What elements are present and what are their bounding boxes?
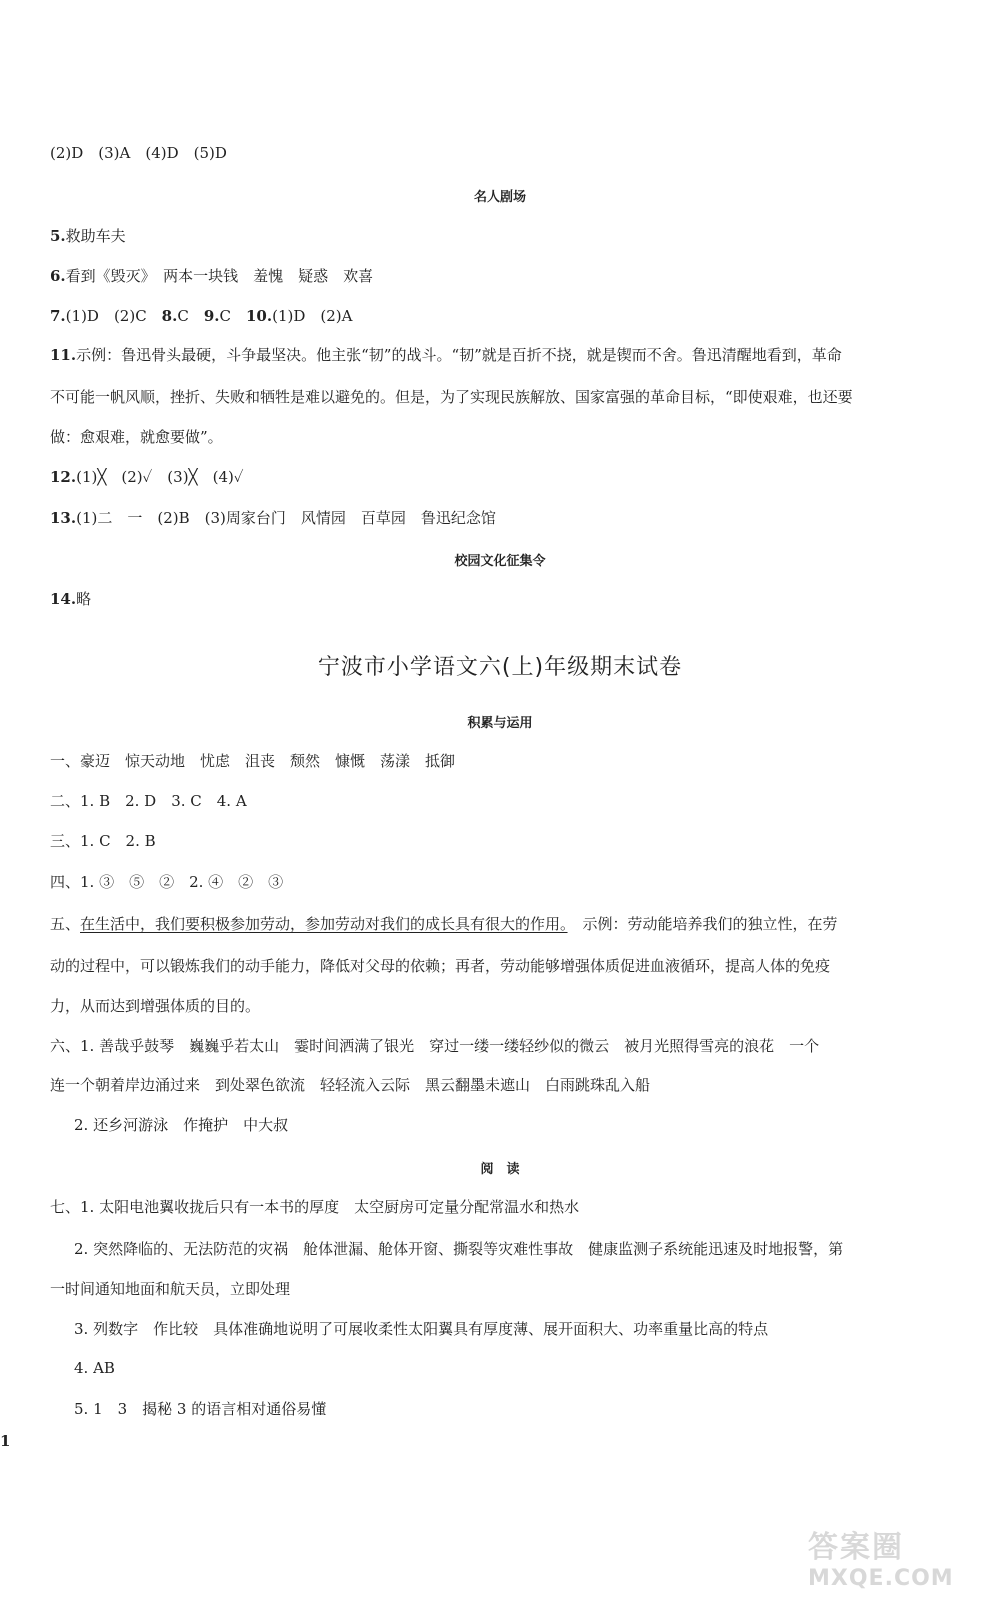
answer-line-11c: 做：愈艰难，就愈要做”。 xyxy=(50,428,223,446)
section-heading-reading: 阅 读 xyxy=(480,1162,520,1177)
answer-text: 示例：鲁迅骨头最硬，斗争最坚决。他主张“韧”的战斗。“韧”就是百折不挠，就是锲而不舍。鲁迅清醒地看到，革命 xyxy=(76,346,842,364)
watermark-url: MXQE.COM xyxy=(808,1566,954,1591)
answer-text: (1)D (2)C xyxy=(65,307,162,325)
exam-answer-7b: 2. 突然降临的、无法防范的灾祸 舱体泄漏、舱体开窗、撕裂等灾难性事故 健康监测子系统能迅速及时地报警，第 xyxy=(74,1240,844,1258)
watermark-logo-text: 答案圈 xyxy=(808,1530,904,1565)
answer-line-5 xyxy=(50,226,960,246)
question-number: 5. xyxy=(50,227,66,245)
section-heading-campus-culture: 校园文化征集令 xyxy=(454,554,546,569)
question-number: 14. xyxy=(50,590,77,608)
exam-answer-2: 二、1. B 2. D 3. C 4. A xyxy=(50,792,247,810)
exam-answer-7c: 一时间通知地面和航天员，立即处理 xyxy=(50,1280,291,1298)
answer-line-1: (2)D (3)A (4)D (5)D xyxy=(50,144,227,162)
exam-answer-1: 一、豪迈 惊天动地 忧虑 沮丧 颓然 慷慨 荡漾 抵御 xyxy=(50,752,456,770)
answer-text: C xyxy=(177,307,204,325)
answer-line-14 xyxy=(50,589,960,609)
exam-answer-7e: 4. AB xyxy=(74,1359,115,1377)
answer-text: 示例：劳动能培养我们的独立性，在劳 xyxy=(567,915,838,933)
section-heading-famous-theater: 名人剧场 xyxy=(473,190,526,205)
answer-line-6 xyxy=(50,266,960,286)
answer-line-11b: 不可能一帆风顺，挫折、失败和牺牲是难以避免的。但是，为了实现民族解放、国家富强的革命目标，“即使艰难，也还要 xyxy=(50,388,853,406)
exam-answer-5a xyxy=(50,914,960,934)
answer-text: 看到《毁灭》 两本一块钱 羞愧 疑惑 欢喜 xyxy=(65,267,374,285)
answer-text: (1)╳ (2)✓ (3)╳ (4)✓ xyxy=(76,468,244,486)
question-number: 6. xyxy=(50,267,66,285)
answer-line-7-10 xyxy=(50,306,960,326)
answer-line-11a xyxy=(50,345,960,365)
question-number: 8. xyxy=(161,307,178,325)
exam-answer-6c: 2. 还乡河游泳 作掩护 中大叔 xyxy=(74,1116,289,1134)
section-heading-accumulation: 积累与运用 xyxy=(467,716,533,731)
exam-answer-5c: 力，从而达到增强体质的目的。 xyxy=(50,997,261,1015)
exam-answer-7f: 5. 1 3 揭秘 3 的语言相对通俗易懂 xyxy=(74,1400,327,1418)
exam-answer-3: 三、1. C 2. B xyxy=(50,832,156,850)
underlined-sentence: 在生活中，我们要积极参加劳动，参加劳动对我们的成长具有很大的作用。 xyxy=(80,915,568,933)
answer-line-12 xyxy=(50,467,960,487)
exam-title: 宁波市小学语文六(上)年级期末试卷 xyxy=(317,655,683,680)
question-number: 12. xyxy=(50,468,77,486)
exam-answer-7d: 3. 列数字 作比较 具体准确地说明了可展收柔性太阳翼具有厚度薄、展开面积大、功率重量比高的特点 xyxy=(74,1320,769,1338)
site-watermark xyxy=(808,1522,978,1591)
exam-answer-7a: 七、1. 太阳电池翼收拢后只有一本书的厚度 太空厨房可定量分配常温水和热水 xyxy=(50,1198,580,1216)
answer-text: C xyxy=(219,307,246,325)
exam-answer-4: 四、1. ③ ⑤ ② 2. ④ ② ③ xyxy=(50,873,284,891)
exam-answer-6a: 六、1. 善哉乎鼓琴 巍巍乎若太山 霎时间洒满了银光 穿过一缕一缕轻纱似的微云 被月光照得雪亮的浪花 一个 xyxy=(50,1037,820,1055)
answer-text: (1)D (2)A xyxy=(272,307,353,325)
question-number: 9. xyxy=(203,307,220,325)
answer-text: 五、 xyxy=(50,915,81,933)
question-number: 10. xyxy=(245,307,273,325)
question-number: 11. xyxy=(50,346,77,364)
answer-text: 略 xyxy=(76,590,92,608)
answer-line-13 xyxy=(50,508,960,528)
answer-text: 救助车夫 xyxy=(65,227,126,245)
exam-answer-6b: 连一个朝着岸边涌过来 到处翠色欲流 轻轻流入云际 黑云翻墨未遮山 白雨跳珠乱入船 xyxy=(50,1076,651,1094)
question-number: 7. xyxy=(50,307,66,325)
page-number: 1 xyxy=(0,1432,11,1450)
answer-text: (1)二 一 (2)B (3)周家台门 风情园 百草园 鲁迅纪念馆 xyxy=(76,509,496,527)
question-number: 13. xyxy=(50,509,77,527)
exam-answer-5b: 动的过程中，可以锻炼我们的动手能力，降低对父母的依赖；再者，劳动能够增强体质促进血液循环，提高人体的免疫 xyxy=(50,957,831,975)
